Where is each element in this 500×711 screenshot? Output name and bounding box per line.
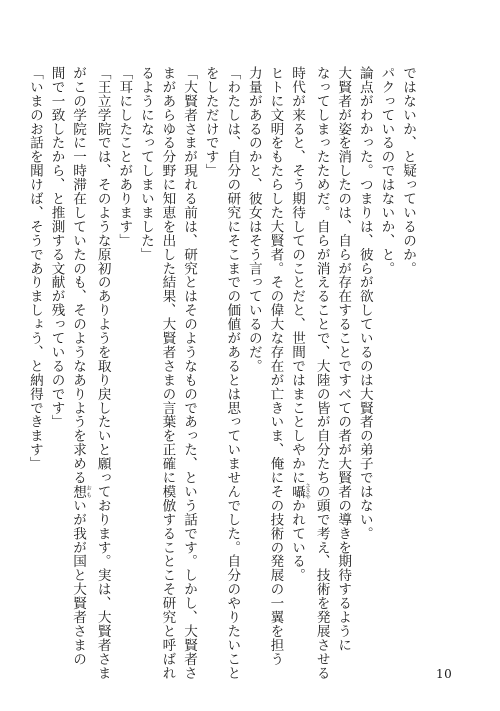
text-segment: いが我が国と大賢者さまの bbox=[70, 498, 87, 666]
ruby-reading: おも bbox=[85, 484, 92, 499]
text-line: 大賢者が姿を消したのは、自らが存在することですべての者が大賢者の導きを期待するように bbox=[335, 66, 352, 652]
ruby-annotation bbox=[289, 483, 311, 500]
text-line: パクっているのではないか、と。 bbox=[378, 66, 395, 276]
page-number: 10 bbox=[436, 667, 453, 681]
text-line: をしただけです」 bbox=[202, 66, 219, 178]
text-line: 「いまのお話を聞けば、そうでありましょう、と納得できます」 bbox=[26, 66, 43, 471]
text-line: 「大賢者さまが現れる前は、研究とはそのようなものであった、という話です。しかし、大賢者さ bbox=[181, 66, 198, 680]
text-segment: かれている。 bbox=[289, 498, 306, 583]
text-line bbox=[67, 66, 92, 666]
body-text bbox=[26, 66, 418, 680]
text-line bbox=[285, 66, 310, 646]
ruby-base: 囁 bbox=[289, 483, 306, 500]
text-line: 力量があるのかと、彼女はそう言っているのだ。 bbox=[245, 66, 262, 373]
text-line: るようになってしまいました」 bbox=[137, 66, 154, 262]
text-line: まがあらゆる分野に知恵を出した結果、大賢者さまの言葉を正確に模倣することこそ研究と呼ばれ bbox=[159, 66, 176, 680]
ruby-reading: ささや bbox=[304, 483, 311, 500]
text-line: 間で一致したから、と推測する文献が残っているのです」 bbox=[48, 66, 65, 429]
text-line: 論点がわかった。つまりは、彼らが欲しているのは大賢者の弟子ではない。 bbox=[356, 66, 373, 541]
text-segment: 時代が来ると、そう期待してのことだと、世間ではまことしやかに bbox=[289, 66, 306, 485]
text-line: ヒトに文明をもたらした大賢者。その偉大な存在が亡きいま、俺にその技術の発展の一翼を担う bbox=[267, 66, 284, 666]
text-line: ではないか、と疑っているのか。 bbox=[400, 66, 416, 276]
text-segment: がこの学院に一時滞在していたのも、そのようなありようを求める bbox=[70, 66, 87, 485]
text-line: 「わたしは、自分の研究にそこまでの価値があるとは思っていませんでした。自分のやりたいこと bbox=[224, 66, 241, 680]
ruby-annotation bbox=[70, 484, 92, 499]
text-line: なってしまったためだ。自らが消えることで、大陸の皆が自分たちの頭で考え、技術を発展させる bbox=[313, 66, 330, 680]
text-line: 「王立学院では、そのような原初のありようを取り戻したいと願っております。実は、大賢者さま bbox=[94, 66, 111, 680]
ruby-base: 想 bbox=[70, 484, 87, 499]
text-line: 「耳にしたことがあります」 bbox=[116, 66, 133, 248]
